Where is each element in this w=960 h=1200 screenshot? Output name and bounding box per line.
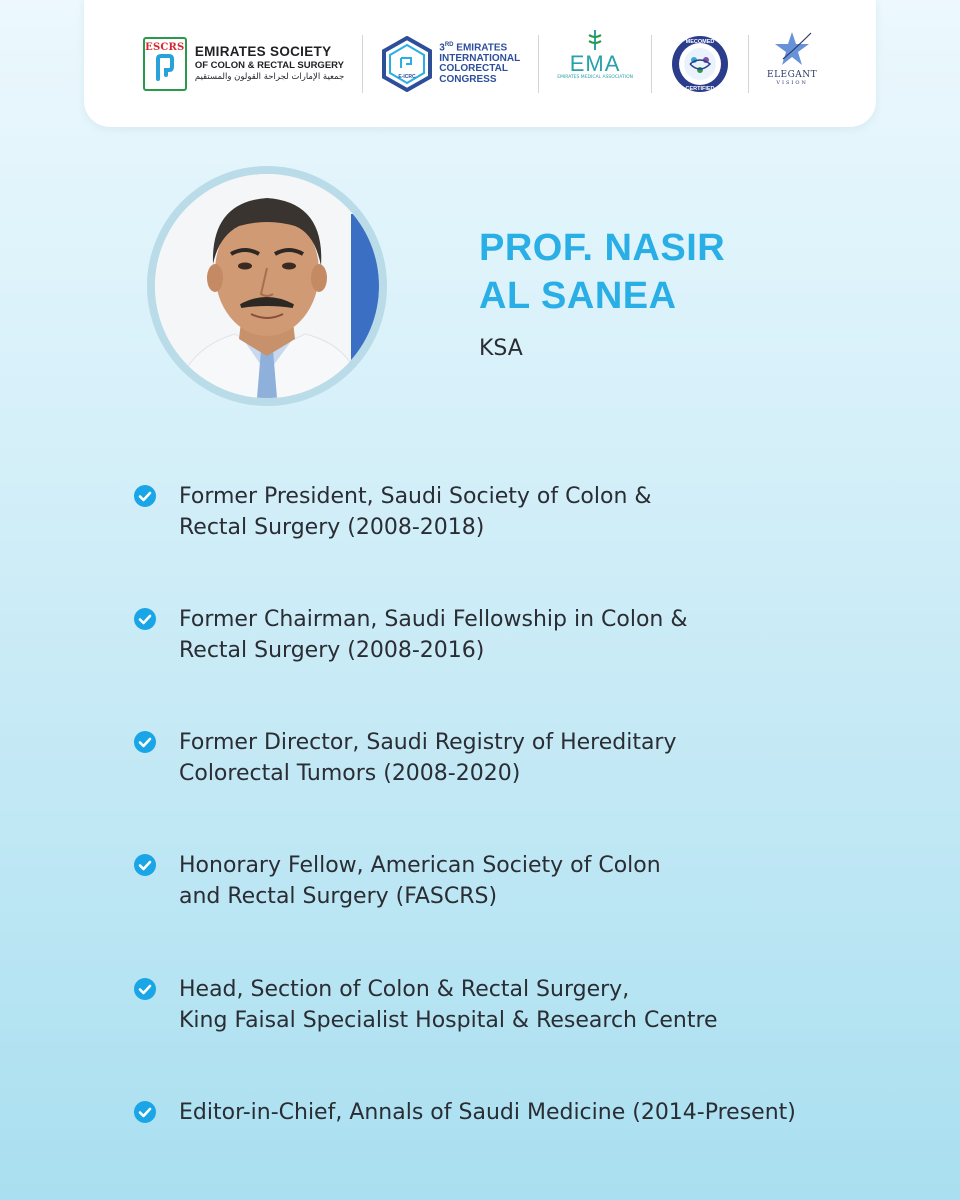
eicrc-line4: CONGRESS — [439, 73, 497, 85]
speaker-portrait-illustration — [155, 174, 379, 398]
credential-text: Editor-in-Chief, Annals of Saudi Medicine (2014-Present) — [179, 1100, 796, 1125]
escrs-abbr: ESCRS — [145, 41, 185, 53]
speaker-name-line1: PROF. NASIR — [479, 227, 726, 269]
speaker-name — [479, 224, 725, 320]
colon-icon — [150, 53, 180, 83]
credential-item — [134, 1097, 879, 1128]
logo-divider — [748, 35, 749, 93]
mecomed-bottom-text: CERTIFIED — [685, 85, 715, 92]
check-circle-icon — [134, 608, 156, 630]
credential-text: Former President, Saudi Society of Colon & Rectal Surgery (2008-2018) — [179, 484, 652, 540]
eicrc-badge-text: E-ICRC — [398, 73, 416, 80]
credential-text: Honorary Fellow, American Society of Colon and Rectal Surgery (FASCRS) — [179, 853, 661, 909]
escrs-logo — [143, 29, 344, 99]
check-circle-icon — [134, 731, 156, 753]
eicrc-line3: COLORECTAL — [439, 63, 508, 75]
logo-divider — [362, 35, 363, 93]
logo-divider — [538, 35, 539, 93]
credential-text: Head, Section of Colon & Rectal Surgery, King Faisal Specialist Hospital & Research Centre — [179, 977, 718, 1033]
speaker-photo — [155, 174, 379, 398]
credential-text: Former Director, Saudi Registry of Hereditary Colorectal Tumors (2008-2020) — [179, 730, 677, 786]
check-circle-icon — [134, 854, 156, 876]
credential-item — [134, 481, 879, 543]
credential-item — [134, 850, 879, 912]
mecomed-top-text: MECOMED — [685, 38, 715, 45]
check-circle-icon — [134, 978, 156, 1000]
escrs-badge — [143, 37, 187, 91]
check-circle-icon — [134, 485, 156, 507]
ema-letters: EMA — [569, 50, 621, 76]
credential-item — [134, 727, 879, 789]
speaker-name-line2: AL SANEA — [479, 275, 677, 317]
speaker-country: KSA — [479, 336, 523, 361]
credential-item — [134, 604, 879, 666]
check-circle-icon — [134, 1101, 156, 1123]
ema-logo — [557, 29, 633, 99]
logo-divider — [651, 35, 652, 93]
credential-item — [134, 974, 879, 1036]
elegant-vision-sub: VISION — [776, 79, 808, 86]
eicrc-hexagon-icon — [381, 36, 433, 92]
sponsor-logo-bar — [84, 0, 876, 127]
credential-text: Former Chairman, Saudi Fellowship in Colon & Rectal Surgery (2008-2016) — [179, 607, 688, 663]
mecomed-logo — [670, 29, 730, 99]
mecomed-seal-icon — [670, 34, 730, 94]
star-icon — [771, 29, 813, 69]
ema-subtitle: EMIRATES MEDICAL ASSOCIATION — [557, 74, 633, 80]
escrs-name-line1: EMIRATES SOCIETY — [194, 44, 332, 60]
eicrc-line2: INTERNATIONAL — [439, 52, 521, 64]
elegant-vision-word: ELEGANT — [767, 69, 818, 80]
escrs-name-arabic: جمعية الإمارات لجراحة القولون والمستقيم — [194, 72, 345, 83]
eicrc-logo — [381, 29, 520, 99]
elegant-vision-logo — [767, 29, 817, 99]
speaker-photo-frame — [147, 166, 387, 406]
escrs-name-line2: OF COLON & RECTAL SURGERY — [194, 59, 345, 71]
caduceus-icon — [585, 29, 605, 51]
eicrc-line1: 3RD EMIRATES — [439, 41, 508, 54]
